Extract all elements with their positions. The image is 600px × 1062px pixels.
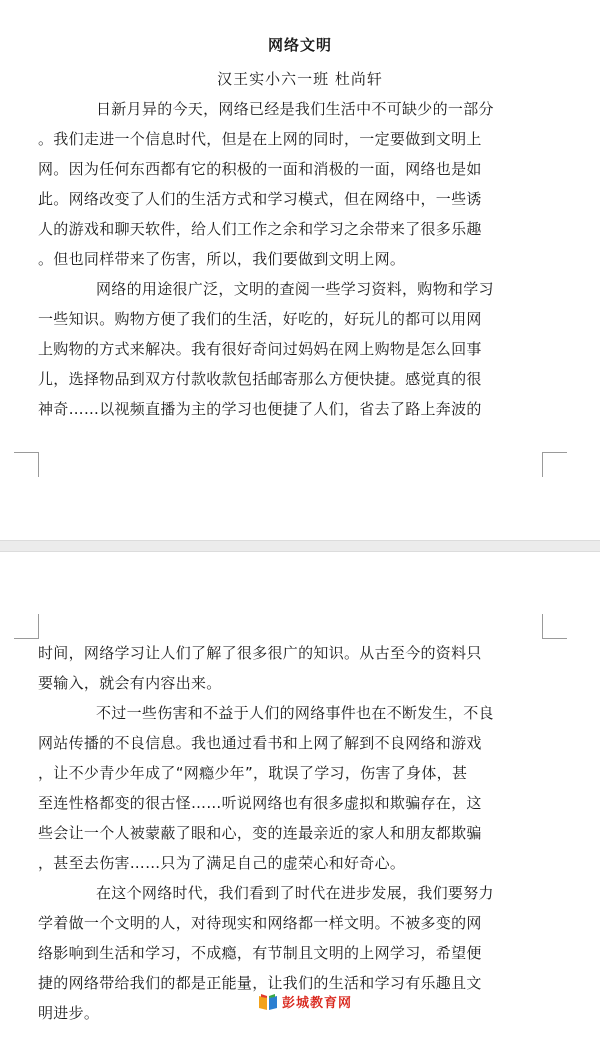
document-author: 汉王实小六一班 杜尚轩 xyxy=(217,70,383,88)
paragraph-line: 。我们走进一个信息时代，但是在上网的同时，一定要做到文明上 xyxy=(38,130,482,148)
paragraph-line: 至连性格都变的很古怪……听说网络也有很多虚拟和欺骗存在，这 xyxy=(38,794,482,812)
paragraph-line: 捷的网络带给我们的都是正能量，让我们的生活和学习有乐趣且文 xyxy=(38,974,482,992)
book-logo-icon xyxy=(258,993,278,1011)
paragraph-line: 明进步。 xyxy=(38,1004,100,1022)
page-break-gap xyxy=(0,540,600,552)
watermark-text: 彭城教育网 xyxy=(282,996,353,1011)
paragraph-line: 此。网络改变了人们的生活方式和学习模式，但在网络中，一些诱 xyxy=(38,190,482,208)
paragraph-line: 。但也同样带来了伤害，所以，我们要做到文明上网。 xyxy=(38,250,406,268)
paragraph-line: 时间，网络学习让人们了解了很多很广的知识。从古至今的资料只 xyxy=(38,644,482,662)
document-page-2 xyxy=(0,552,600,1062)
paragraph-line: 网。因为任何东西都有它的积极的一面和消极的一面，网络也是如 xyxy=(38,160,482,178)
page-corner-bottom-right-marker xyxy=(542,452,567,477)
paragraph-line: ，甚至去伤害……只为了满足自己的虚荣心和好奇心。 xyxy=(38,854,406,872)
paragraph-line: 一些知识。购物方便了我们的生活，好吃的，好玩儿的都可以用网 xyxy=(38,310,482,328)
paragraph-line: 神奇……以视频直播为主的学习也便捷了人们，省去了路上奔波的 xyxy=(38,400,482,418)
paragraph-line: 日新月异的今天，网络已经是我们生活中不可缺少的一部分 xyxy=(96,100,494,118)
paragraph-line: 上购物的方式来解决。我有很好奇问过妈妈在网上购物是怎么回事 xyxy=(38,340,482,358)
page-2-body xyxy=(38,638,568,1028)
paragraph-line: 些会让一个人被蒙蔽了眼和心，变的连最亲近的家人和朋友都欺骗 xyxy=(38,824,482,842)
paragraph-line: 学着做一个文明的人，对待现实和网络都一样文明。不被多变的网 xyxy=(38,914,482,932)
paragraph-line: 要输入，就会有内容出来。 xyxy=(38,674,222,692)
page-corner-top-left-marker xyxy=(14,614,39,639)
paragraph-line: 人的游戏和聊天软件，给人们工作之余和学习之余带来了很多乐趣 xyxy=(38,220,482,238)
page-corner-bottom-left-marker xyxy=(14,452,39,477)
paragraph-line: 络影响到生活和学习，不成瘾，有节制且文明的上网学习，希望便 xyxy=(38,944,482,962)
paragraph-line: 在这个网络时代，我们看到了时代在进步发展，我们要努力 xyxy=(96,884,494,902)
paragraph-line: 网络的用途很广泛，文明的查阅一些学习资料，购物和学习 xyxy=(96,280,494,298)
paragraph-line: 网站传播的不良信息。我也通过看书和上网了解到不良网络和游戏 xyxy=(38,734,482,752)
paragraph-line: 儿，选择物品到双方付款收款包括邮寄那么方便快捷。感觉真的很 xyxy=(38,370,482,388)
page-1-body xyxy=(38,94,568,424)
paragraph-line: ，让不少青少年成了“网瘾少年”，耽误了学习，伤害了身体，甚 xyxy=(38,764,468,782)
page-corner-top-right-marker xyxy=(542,614,567,639)
paragraph-line: 不过一些伤害和不益于人们的网络事件也在不断发生，不良 xyxy=(96,704,494,722)
watermark xyxy=(258,992,352,1011)
document-title: 网络文明 xyxy=(267,36,332,54)
